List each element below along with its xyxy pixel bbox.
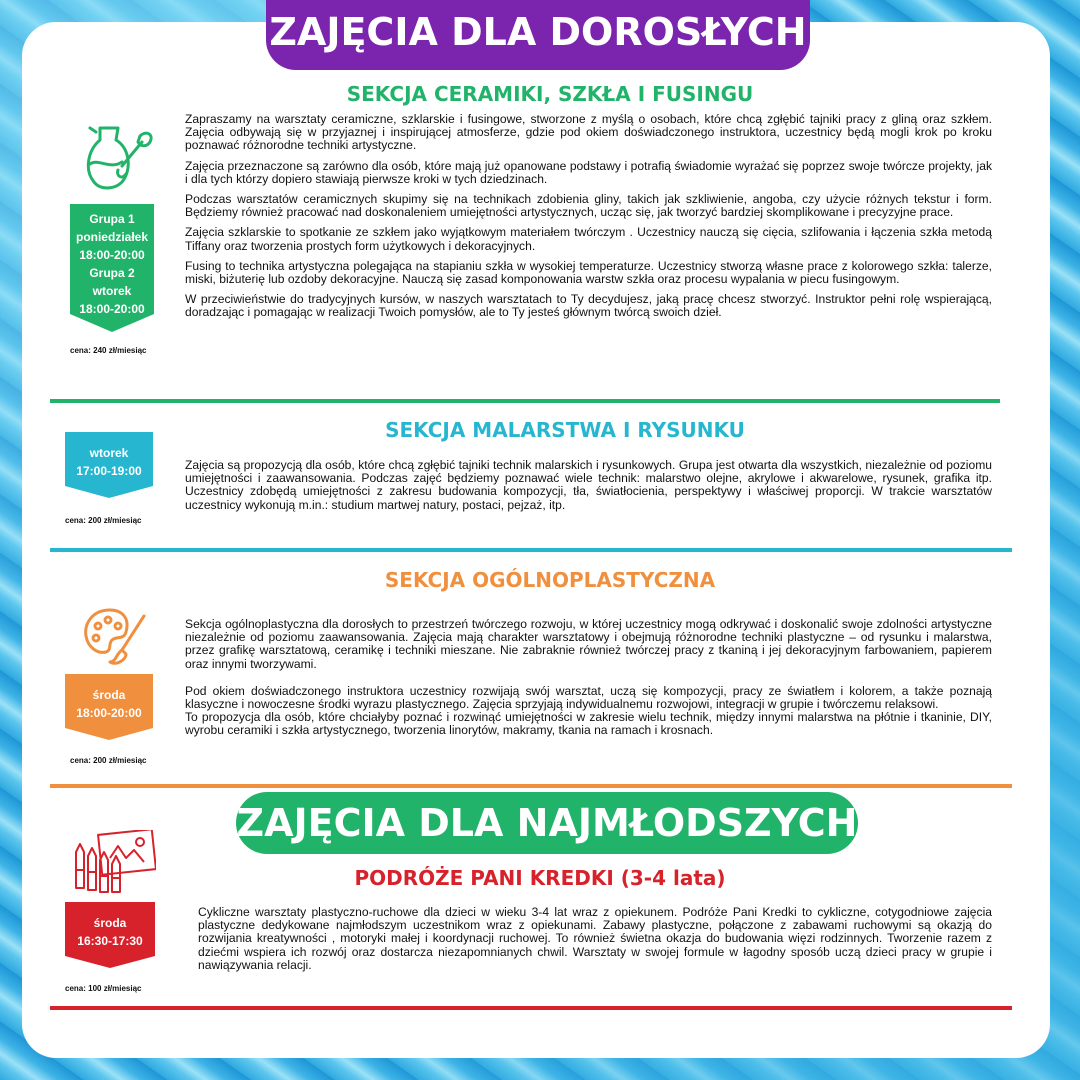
divider-orange bbox=[50, 784, 1012, 788]
painting-price: cena: 200 zł/miesiąc bbox=[65, 516, 142, 525]
paragraph: Pod okiem doświadczonego instruktora uczestnicy rozwijają swój warsztat, uczą się kompozycji, pracy ze światłem i kolorem, a także poznają klasyczne i nowoczesne środki wyrazu plastycznego. Zajęcia sprzyjają indywidualnemu rozwojowi, integracji w grupie i twórczemu relaksowi. bbox=[185, 683, 992, 712]
badge-line: środa bbox=[92, 688, 126, 702]
divider-red bbox=[50, 1006, 1012, 1010]
painting-description bbox=[185, 459, 992, 519]
paragraph: Zapraszamy na warsztaty ceramiczne, szklarskie i fusingowe, stworzone z myślą o osobach, które chcą zgłębić tajniki pracy z gliną oraz szkłem. Zajęcia odbywają się w przyjaznej i inspirującej atmosferze, gdzie pod okiem doświadczonego instruktora, uczestnicy będą mogli krok po kroku poznawać różnorodne techniki artystyczne. bbox=[185, 112, 992, 153]
crayons-badge-text bbox=[65, 914, 155, 950]
painting-badge-text bbox=[65, 444, 153, 480]
badge-line: 16:30-17:30 bbox=[77, 934, 143, 948]
badge-line: wtorek bbox=[92, 284, 132, 298]
badge-line: 18:00-20:00 bbox=[79, 248, 145, 262]
general-badge-text bbox=[65, 686, 153, 722]
badge-line: Grupa 1 bbox=[89, 212, 135, 226]
badge-line: 17:00-19:00 bbox=[76, 464, 142, 478]
crayons-description bbox=[198, 906, 992, 979]
badge-line: 18:00-20:00 bbox=[79, 302, 145, 316]
divider-teal bbox=[50, 548, 1012, 552]
paragraph: Podczas warsztatów ceramicznych skupimy się na technikach zdobienia gliny, takich jak szkliwienie, angoba, czy użycie różnych tekstur i form. Będziemy również pracować nad doskonaleniem umiejętności artystycznych, ucząc się, jak tworzyć bardziej skomplikowane i precyzyjne prace. bbox=[185, 192, 992, 220]
palette-brush-icon bbox=[80, 604, 150, 668]
paragraph: Cykliczne warsztaty plastyczno-ruchowe dla dzieci w wieku 3-4 lat wraz z opiekunem. Podróże Pani Kredki to cykliczne, cotygodniowe zajęcia plastyczne dedykowane najmłodszym uczestnikom wraz z opiekunami. Zabawy plastyczne, połączone z zabawami ruchowymi są okazją do rozwijania kreatywności , motoryki małej i koordynacji ruchowej. To również świetna okazja do budowania więzi rodzinnych. Tworzenie razem z dziećmi wspiera ich rozwój oraz dostarcza niezapomnianych chwil. Warsztaty w swojej formule w łagodny sposób uczą dzieci pracy w grupie i nawiązywania relacji. bbox=[198, 905, 992, 972]
painting-title: SEKCJA MALARSTWA I RYSUNKU bbox=[385, 418, 745, 442]
paragraph: Zajęcia szklarskie to spotkanie ze szkłem jako wyjątkowym materiałem twórczym . Uczestnicy nauczą się cięcia, szlifowania i łączenia szkła metodą Tiffany oraz tworzenia prostych form użytkowych i dekoracyjnych. bbox=[185, 225, 992, 253]
jug-brush-icon bbox=[78, 118, 158, 198]
badge-line: wtorek bbox=[89, 446, 129, 460]
general-description bbox=[185, 618, 992, 745]
crayons-drawing-icon bbox=[70, 830, 156, 894]
ceramics-description bbox=[185, 113, 992, 327]
paragraph: W przeciwieństwie do tradycyjnych kursów, w naszych warsztatach to Ty decydujesz, jaką pracę chcesz stworzyć. Instruktor pełni rolę wspierającą, doradzając i pomagając w realizacji Twoich pomysłów, ale to Ty jesteś głównym twórcą swoich dzieł. bbox=[185, 292, 992, 320]
ceramics-title: SEKCJA CERAMIKI, SZKŁA I FUSINGU bbox=[346, 82, 754, 106]
paragraph: Fusing to technika artystyczna polegająca na stapianiu szkła w wysokiej temperaturze. Uczestnicy stworzą własne prace z kolorowego szkła: talerze, miski, biżuterię lub ozdoby dekoracyjne. Nauczą się zasad komponowania warstw szkła oraz procesu wypalania w piecu fusingowym. bbox=[185, 258, 992, 287]
kids-header: ZAJĘCIA DLA NAJMŁODSZYCH bbox=[236, 792, 858, 854]
paragraph: Zajęcia są propozycją dla osób, które chcą zgłębić tajniki technik malarskich i rysunkowych. Grupa jest otwarta dla wszystkich, niezależnie od poziomu umiejętności i zaawansowania. Podczas zajęć będziemy poznawać wiele technik: malarstwo olejne, akrylowe i akwarelowe, rysunek, grafika itp. Uczestnicy zdobędą umiejętności z zakresu budowania kompozycji, tła, światłocienia, perspektywy i właściwej proporcji. W trakcie warsztatów uczestnicy wykonują m.in.: studium martwej natury, postaci, pejzaż, itp. bbox=[185, 458, 992, 512]
crayons-price: cena: 100 zł/miesiąc bbox=[65, 984, 142, 993]
crayons-title: PODRÓŻE PANI KREDKI (3-4 lata) bbox=[354, 866, 726, 890]
badge-line: środa bbox=[93, 916, 127, 930]
badge-line: Grupa 2 bbox=[89, 266, 135, 280]
adults-header: ZAJĘCIA DLA DOROSŁYCH bbox=[266, 0, 810, 70]
ceramics-price: cena: 240 zł/miesiąc bbox=[70, 346, 147, 355]
general-title: SEKCJA OGÓLNOPLASTYCZNA bbox=[384, 568, 716, 592]
badge-line: 18:00-20:00 bbox=[76, 706, 142, 720]
paragraph: Zajęcia przeznaczone są zarówno dla osób, które mają już opanowane podstawy i potrafią świadomie wyrażać się poprzez swoje twórcze projekty, jak i dla tych którzy dopiero stawiają pierwsze kroki w tych dziedzinach. bbox=[185, 158, 992, 186]
badge-line: poniedziałek bbox=[75, 230, 149, 244]
paragraph: Sekcja ogólnoplastyczna dla dorosłych to przestrzeń twórczego rozwoju, w której uczestnicy mogą odkrywać i doskonalić swoje zdolności artystyczne niezależnie od poziomu zaawansowania. Zajęcia mają charakter warsztatowy i obejmują różnorodne techniki plastyczne – od rysunku i malarstwa, przez grafikę warsztatową, ceramikę i techniki mieszane. Nie zabraknie również twórczej pracy z tkaniną i jej dekoracyjnym farbowaniem, papierem oraz innymi tworzywami. bbox=[185, 617, 992, 671]
general-price: cena: 200 zł/miesiąc bbox=[70, 756, 147, 765]
ceramics-badge-text bbox=[70, 210, 154, 318]
paragraph: To propozycja dla osób, które chciałyby poznać i rozwinąć umiejętności w zakresie wielu technik, między innymi malarstwa na płótnie i tkaninie, DIY, wyrobu ceramiki i szkła artystycznego, tworzenia linorytów, makramy, tkania na ramach i krosnach. bbox=[185, 710, 992, 738]
divider-green bbox=[50, 399, 1000, 403]
